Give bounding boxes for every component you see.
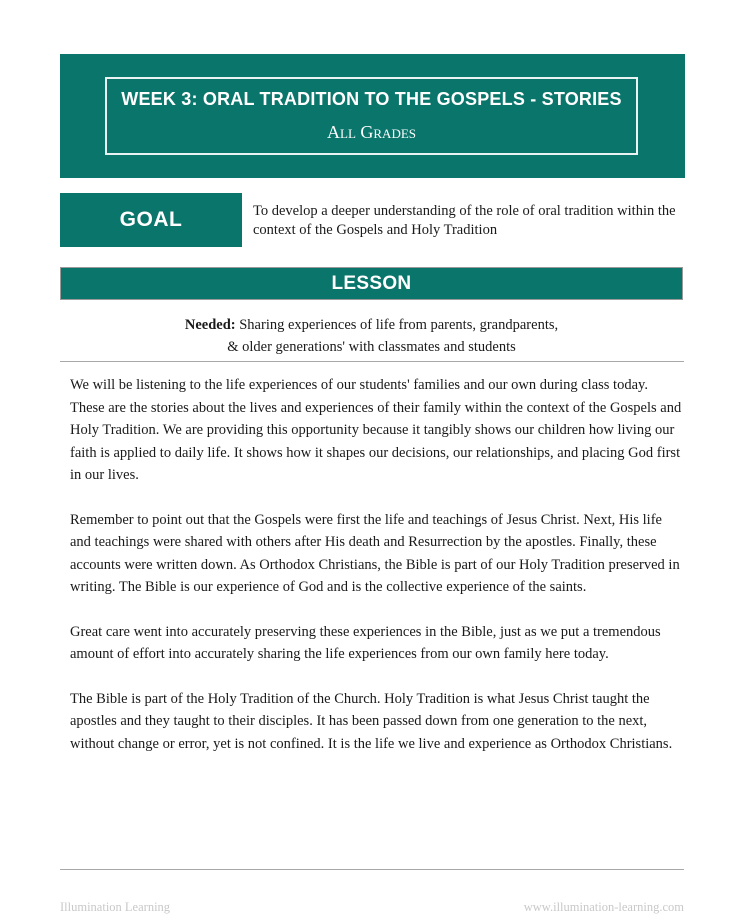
footer-brand: Illumination Learning — [60, 900, 171, 914]
needed-materials — [60, 314, 683, 358]
page-title: WEEK 3: ORAL TRADITION TO THE GOSPELS - STORIES — [121, 89, 622, 109]
header-title-frame — [105, 77, 638, 155]
lesson-paragraph: We will be listening to the life experiences of our students' families and our own during class today. These are the stories about the lives and experiences of their family within the context of the Gospels and Holy Tradition. We are providing this opportunity because it tangibly shows our children how living our faith is applied to daily life. It shows how it shapes our decisions, our relationships, and placing God first in our lives. — [70, 377, 682, 483]
lesson-paragraph: The Bible is part of the Holy Tradition of the Church. Holy Tradition is what Jesus Christ taught the apostles and they taught to their disciples. It has been passed down from one generation to the next, without change or error, yet is not confined. It is the life we live and experience as Orthodox Christians. — [70, 690, 673, 752]
lesson-body — [70, 374, 682, 777]
goal-description: To develop a deeper understanding of the role of oral tradition within the context of the Gospels and Holy Tradition — [253, 203, 676, 238]
goal-label: GOAL — [60, 193, 242, 247]
lesson-paragraph: Great care went into accurately preserving these experiences in the Bible, just as we put a tremendous amount of effort into accurately sharing the life experiences from our own family here today. — [70, 623, 661, 662]
lesson-heading: LESSON — [60, 267, 683, 300]
needed-line-1: Sharing experiences of life from parents, grandparents, — [239, 317, 559, 333]
section-divider — [60, 361, 684, 362]
footer-url: www.illumination-learning.com — [523, 900, 684, 914]
lesson-paragraph: Remember to point out that the Gospels were first the life and teachings of Jesus Christ. Next, His life and teachings were shared with others after His death and Resurrection by the apostles. Finally, these accounts were written down. As Orthodox Christians, the Bible is part of our Holy Tradition preserved in writing. The Bible is our experience of God and is the collective experience of the saints. — [70, 511, 680, 595]
needed-line-2: & older generations' with classmates and students — [227, 339, 516, 355]
footer-divider — [60, 869, 684, 870]
page-subtitle: All Grades — [327, 122, 416, 142]
needed-label: Needed: — [184, 317, 236, 333]
